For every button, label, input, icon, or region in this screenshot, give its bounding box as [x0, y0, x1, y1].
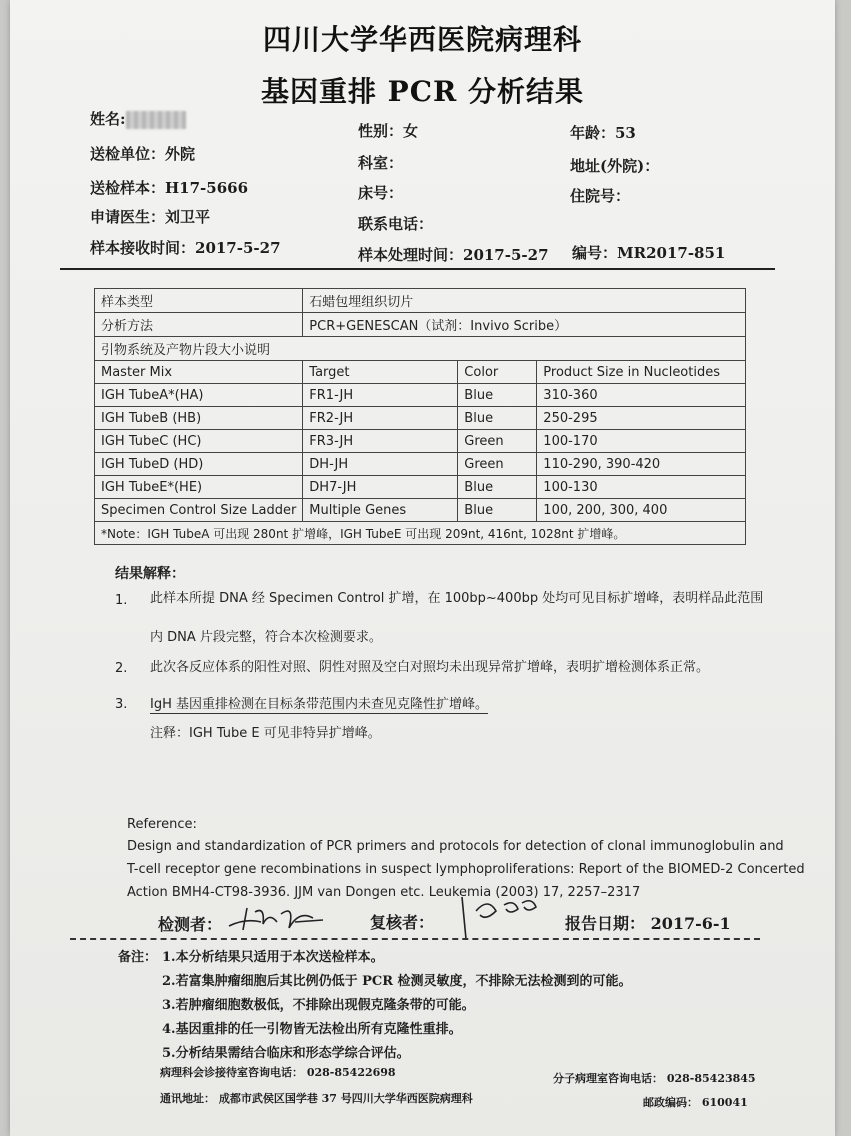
reference-label: Reference: [127, 817, 197, 832]
sample-number: 送检样本：H17-5666 [90, 179, 249, 197]
remark-item: 2.若富集肿瘤细胞后其比例仍低于 PCR 检测灵敏度，不排除无法检测到的可能。 [162, 974, 632, 989]
cell-size: 100-170 [537, 430, 746, 453]
table-row [95, 499, 746, 522]
cell-size: 100-130 [537, 476, 746, 499]
table-note: *Note：IGH TubeA 可出现 280nt 扩增峰，IGH TubeE 可出现 209nt, 416nt, 1028nt 扩增峰。 [95, 522, 746, 545]
remark-item: 1.本分析结果只适用于本次送检样本。 [162, 950, 384, 965]
cell-master-mix: IGH TubeC (HC) [95, 430, 303, 453]
sample-type-label: 样本类型 [95, 289, 303, 313]
cell-target: FR3-JH [303, 430, 458, 453]
patient-name-field [90, 108, 186, 129]
cell-color: Blue [458, 476, 537, 499]
patient-sex: 性别：女 [358, 122, 419, 140]
report-page [10, 0, 835, 1136]
col-header-color: Color [458, 361, 537, 384]
table-row [95, 407, 746, 430]
table-row [95, 430, 746, 453]
table-row [95, 522, 746, 545]
hospital-title: 四川大学华西医院病理科 [262, 23, 582, 56]
interpretation-item-3-text: IgH 基因重排检测在目标条带范围内未查见克隆性扩增峰。 [150, 697, 488, 712]
interpretation-item-2: 此次各反应体系的阳性对照、阴性对照及空白对照均未出现异常扩增峰，表明扩增检测体系正常。 [150, 660, 710, 675]
reference-line-3: Action BMH4-CT98-3936. JJM van Dongen etc. Leukemia (2003) 17, 2257–2317 [127, 885, 641, 900]
cell-size: 100, 200, 300, 400 [537, 499, 746, 522]
cell-size: 310-360 [537, 384, 746, 407]
remark-item: 5.分析结果需结合临床和形态学综合评估。 [162, 1046, 410, 1061]
col-header-target: Target [303, 361, 458, 384]
report-date: 报告日期： 2017-6-1 [565, 914, 731, 933]
reference-line-2: T-cell receptor gene recombinations in suspect lymphoproliferations: Report of the BIOMED-2 Concerted [127, 862, 805, 877]
item-number-1: 1. [115, 593, 128, 608]
sample-type-value: 石蜡包埋组织切片 [303, 289, 746, 313]
reference-line-1: Design and standardization of PCR primers and protocols for detection of clonal immunoglobulin and [127, 839, 784, 854]
cell-color: Blue [458, 384, 537, 407]
tester-label: 检测者： [158, 915, 223, 934]
method-label: 分析方法 [95, 313, 303, 337]
method-value: PCR+GENESCAN（试剂：Invivo Scribe） [303, 313, 746, 337]
cell-master-mix: IGH TubeB (HB) [95, 407, 303, 430]
table-row [95, 337, 746, 361]
patient-name-label: 姓名: [90, 110, 126, 128]
reviewer-label: 复核者： [370, 913, 435, 932]
interpretation-item-1-line2: 内 DNA 片段完整，符合本次检测要求。 [150, 630, 382, 645]
remark-item: 3.若肿瘤细胞数极低，不排除出现假克隆条带的可能。 [162, 998, 475, 1013]
col-header-product-size: Product Size in Nucleotides [537, 361, 746, 384]
cell-target: FR1-JH [303, 384, 458, 407]
reviewer-signature [452, 893, 552, 943]
cell-color: Blue [458, 499, 537, 522]
cell-master-mix: Specimen Control Size Ladder [95, 499, 303, 522]
table-row [95, 453, 746, 476]
cell-target: DH-JH [303, 453, 458, 476]
patient-age: 年龄：53 [570, 124, 636, 142]
department: 科室： [358, 154, 404, 172]
cell-target: Multiple Genes [303, 499, 458, 522]
cell-color: Blue [458, 407, 537, 430]
submitting-unit: 送检单位：外院 [90, 145, 196, 163]
molecular-phone: 分子病理室咨询电话： 028-85423845 [553, 1072, 756, 1085]
cell-color: Green [458, 453, 537, 476]
redacted-name [126, 111, 186, 129]
primer-description: 引物系统及产物片段大小说明 [95, 337, 746, 361]
table-row [95, 476, 746, 499]
requesting-doctor: 申请医生：刘卫平 [90, 208, 211, 226]
remark-item: 4.基因重排的任一引物皆无法检出所有克隆性重排。 [162, 1022, 462, 1037]
table-header-row [95, 361, 746, 384]
postal-code: 邮政编码： 610041 [643, 1096, 748, 1109]
cell-color: Green [458, 430, 537, 453]
cell-master-mix: IGH TubeA*(HA) [95, 384, 303, 407]
interpretation-annotation: 注释：IGH Tube E 可见非特异扩增峰。 [150, 726, 381, 741]
col-header-master-mix: Master Mix [95, 361, 303, 384]
tester-signature [225, 900, 335, 936]
mailing-address: 通讯地址： 成都市武侯区国学巷 37 号四川大学华西医院病理科 [160, 1092, 473, 1105]
cell-size: 250-295 [537, 407, 746, 430]
contact-phone: 联系电话： [358, 215, 434, 233]
cell-master-mix: IGH TubeE*(HE) [95, 476, 303, 499]
remarks-label: 备注： [118, 950, 158, 965]
cell-target: DH7-JH [303, 476, 458, 499]
cell-target: FR2-JH [303, 407, 458, 430]
interpretation-item-3 [150, 693, 488, 712]
report-number: 编号：MR2017-851 [572, 244, 726, 262]
report-title: 基因重排 PCR 分析结果 [260, 75, 585, 108]
item-number-3: 3. [115, 697, 128, 712]
consult-phone: 病理科会诊接待室咨询电话： 028-85422698 [160, 1066, 396, 1079]
inpatient-number: 住院号： [570, 187, 631, 205]
process-time: 样本处理时间：2017-5-27 [358, 246, 549, 264]
address-field: 地址(外院)： [570, 157, 660, 175]
receive-time: 样本接收时间：2017-5-27 [90, 239, 281, 257]
bed-number: 床号： [358, 184, 404, 202]
interpretation-heading: 结果解释： [115, 566, 185, 582]
cell-master-mix: IGH TubeD (HD) [95, 453, 303, 476]
item-number-2: 2. [115, 661, 128, 676]
remarks-divider [70, 938, 760, 940]
analysis-table [94, 288, 746, 545]
table-row [95, 384, 746, 407]
interpretation-item-1-line1: 此样本所提 DNA 经 Specimen Control 扩增，在 100bp~400bp 处均可见目标扩增峰，表明样品此范围 [150, 591, 764, 606]
table-row [95, 289, 746, 313]
cell-size: 110-290, 390-420 [537, 453, 746, 476]
table-row [95, 313, 746, 337]
header-divider [60, 268, 775, 270]
